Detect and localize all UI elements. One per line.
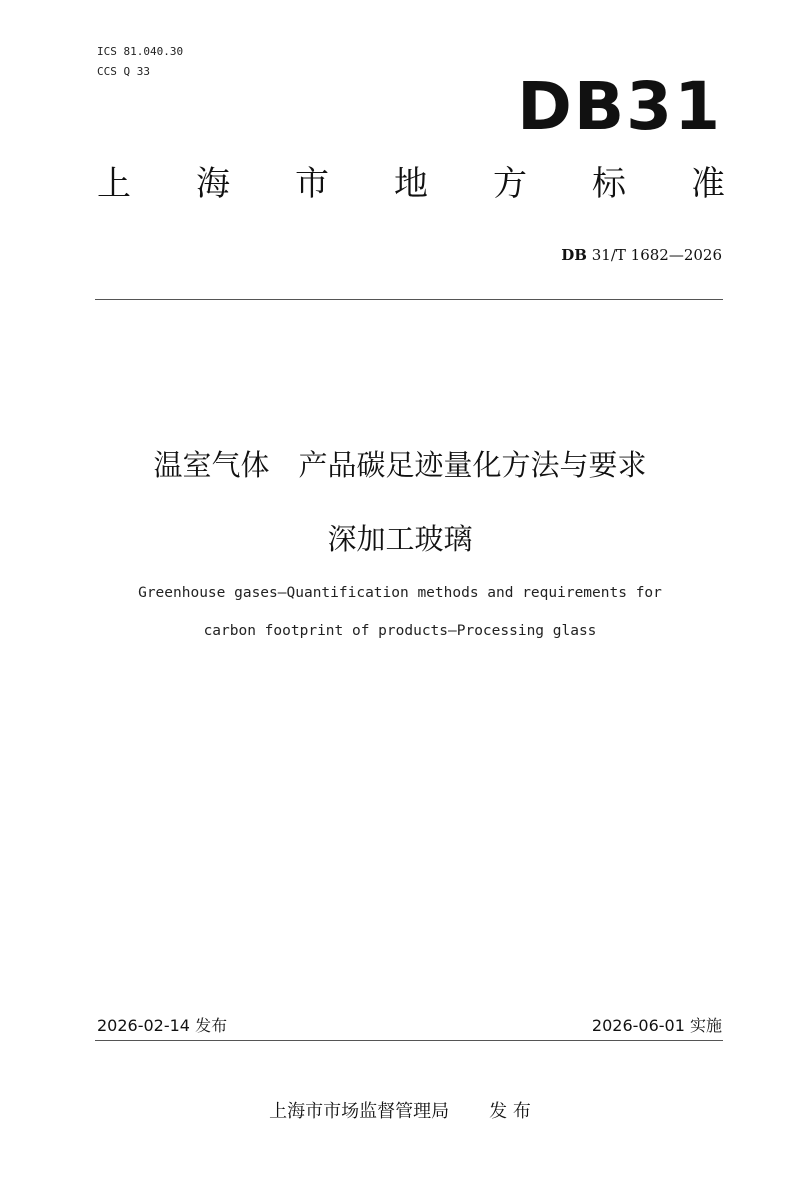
standard-number-rest: 31/T 1682—2026 [586, 246, 722, 264]
standard-type-char: 上 [97, 164, 131, 204]
standard-type-char: 市 [295, 164, 329, 204]
issue-date: 2026-02-14 发布 [97, 1016, 228, 1035]
standard-type-char: 海 [196, 164, 230, 204]
bottom-divider [95, 1040, 723, 1041]
standard-number [561, 244, 722, 266]
issuer-name: 上海市市场监督管理局 [269, 1101, 450, 1122]
title-cn-line1: 温室气体 产品碳足迹量化方法与要求 [153, 448, 647, 482]
standard-type-char: 准 [691, 164, 725, 204]
standard-type [97, 160, 725, 208]
db31-logo: DB31 [517, 68, 722, 145]
title-en-line2: carbon footprint of products—Processing glass [203, 623, 597, 639]
standard-type-char: 标 [592, 164, 626, 204]
implementation-date: 2026-06-01 实施 [591, 1016, 722, 1035]
issuer-line [0, 1098, 800, 1126]
issuer-action: 发 布 [489, 1101, 531, 1122]
title-cn-line2: 深加工玻璃 [327, 522, 473, 556]
ics-code: ICS 81.040.30 [97, 45, 184, 58]
top-divider [95, 299, 723, 300]
ccs-code: CCS Q 33 [97, 65, 150, 78]
standard-type-char: 地 [394, 164, 428, 204]
classification-codes [97, 42, 183, 82]
title-en-line1: Greenhouse gases—Quantification methods and requirements for [138, 585, 662, 601]
standard-type-char: 方 [493, 164, 527, 204]
standard-number-prefix: DB [561, 246, 587, 264]
